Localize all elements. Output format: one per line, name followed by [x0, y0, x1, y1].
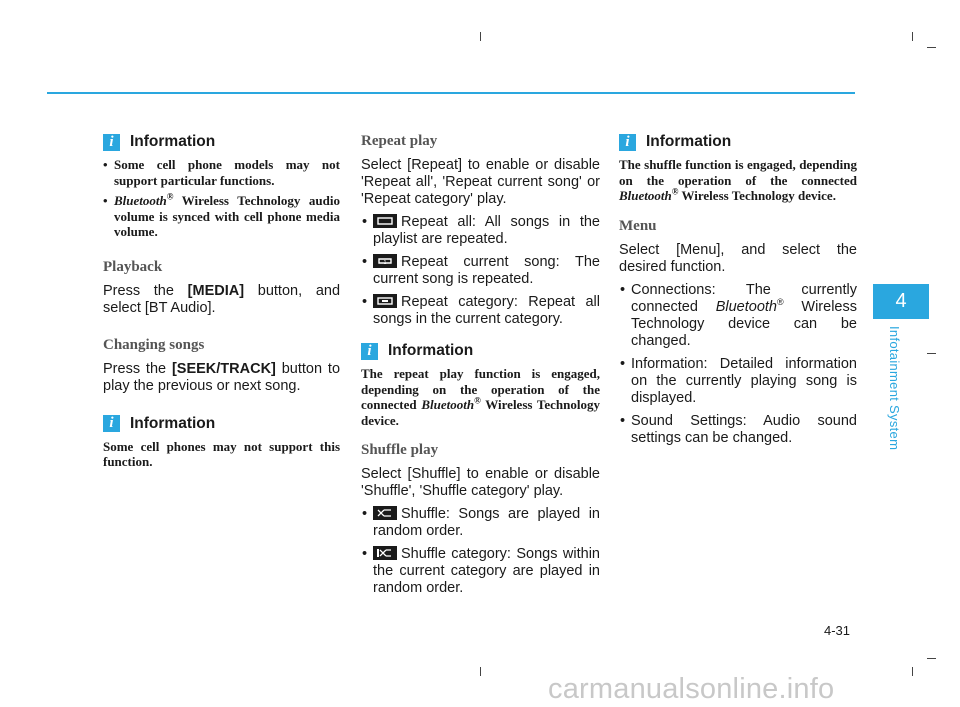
shuffle-list	[361, 506, 600, 597]
section-heading: Repeat play	[361, 133, 438, 149]
info-box: Some cell phones may not support this function.	[103, 438, 340, 469]
section-label: Infotainment System	[887, 326, 902, 451]
menu-list	[619, 282, 857, 447]
page-number: 4-31	[824, 623, 851, 638]
crop-mark	[927, 47, 936, 48]
crop-mark	[480, 667, 481, 676]
crop-mark	[927, 353, 936, 354]
repeat-all-icon	[373, 214, 397, 228]
column-middle	[361, 133, 600, 603]
list-item: • Shuffle category: Songs within the current category are played in random order.	[361, 546, 600, 597]
info-box: The shuffle function is engaged, depending on the operation of the connected Bluetooth® Wireless Technology device.	[619, 157, 857, 203]
column-left	[103, 133, 340, 470]
info-box	[103, 157, 340, 240]
list-item: • Shuffle: Songs are played in random order.	[361, 506, 600, 540]
crop-mark	[480, 32, 481, 41]
list-item: • Sound Settings: Audio sound settings can be changed.	[619, 413, 857, 447]
info-icon: i	[619, 134, 636, 151]
info-box: The repeat play function is engaged, depending on the operation of the connected Bluetooth® Wireless Technology device.	[361, 366, 600, 428]
info-title: Information	[130, 414, 216, 432]
info-title: Information	[388, 342, 474, 359]
info-title: Information	[646, 133, 732, 150]
list-item: • Information: Detailed information on the currently playing song is displayed.	[619, 356, 857, 407]
info-icon: i	[103, 415, 120, 432]
repeat-category-icon	[373, 294, 397, 308]
section-heading: Menu	[619, 217, 657, 234]
list-item: • Connections: The currently connected Bluetooth® Wireless Technology device can be changed.	[619, 282, 857, 350]
info-item: • Some cell phone models may not support particular functions.	[103, 157, 340, 188]
list-item: • 1 Repeat current song: The current song is repeated.	[361, 254, 600, 288]
crop-mark	[912, 667, 913, 676]
repeat-one-icon	[373, 254, 397, 268]
chapter-tab: 4	[873, 284, 929, 319]
column-right	[619, 133, 857, 453]
paragraph: Select [Shuffle] to enable or disable 'Shuffle', 'Shuffle category' play.	[361, 466, 600, 499]
list-item: • Repeat category: Repeat all songs in the current category.	[361, 294, 600, 328]
shuffle-category-icon	[373, 546, 397, 560]
info-icon: i	[103, 134, 120, 151]
section-heading: Changing songs	[103, 336, 205, 353]
info-header	[619, 133, 857, 151]
watermark: carmanualsonline.info	[548, 673, 835, 705]
info-title: Information	[130, 133, 216, 150]
paragraph: Press the [SEEK/TRACK] button to play the previous or next song.	[103, 360, 341, 394]
info-header	[103, 415, 340, 433]
info-item: • Bluetooth® Wireless Technology audio volume is synced with cell phone media volume.	[103, 193, 340, 240]
crop-mark	[912, 32, 913, 41]
info-icon: i	[361, 343, 378, 360]
svg-text:1: • 1	[383, 260, 387, 266]
list-item: • Repeat all: All songs in the playlist are repeated.	[361, 214, 600, 248]
crop-mark	[927, 658, 936, 659]
section-heading: Shuffle play	[361, 442, 439, 458]
repeat-list	[361, 214, 600, 328]
paragraph: Select [Repeat] to enable or disable 'Repeat all', 'Repeat current song' or 'Repeat category' play.	[361, 157, 600, 207]
info-header	[361, 342, 600, 360]
paragraph: Press the [MEDIA] button, and select [BT Audio].	[103, 282, 341, 316]
paragraph: Select [Menu], and select the desired function.	[619, 241, 857, 275]
info-header	[103, 133, 340, 151]
shuffle-icon	[373, 506, 397, 520]
section-heading: Playback	[103, 258, 163, 275]
header-rule	[47, 92, 855, 94]
